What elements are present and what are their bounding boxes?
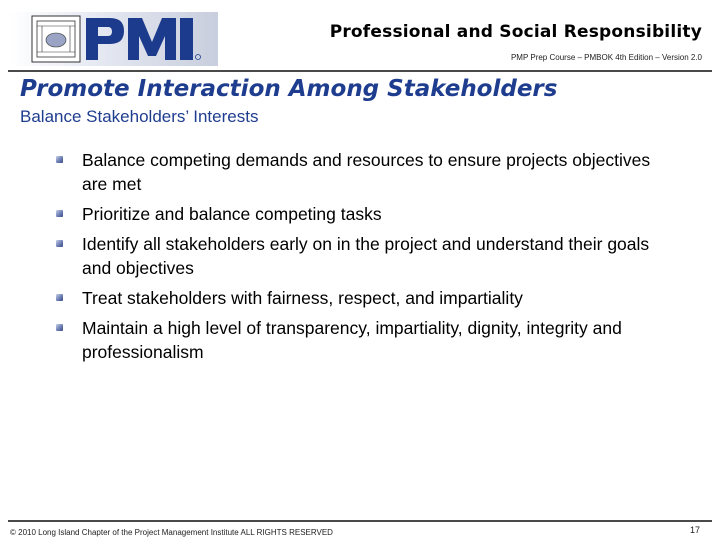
bullet-item [56,316,676,364]
copyright-footer: © 2010 Long Island Chapter of the Project Management Institute ALL RIGHTS RESERVED [10,528,333,537]
bullet-square-icon [56,294,63,301]
bullet-text: Prioritize and balance competing tasks [82,204,382,224]
bullet-text: Balance competing demands and resources to ensure projects objectives are met [82,150,651,194]
bullet-square-icon [56,156,63,163]
course-header-title: Professional and Social Responsibility [329,22,702,42]
bullet-text: Maintain a high level of transparency, impartiality, dignity, integrity and professionalism [82,318,622,362]
pmi-logo [10,12,218,66]
slide-title: Promote Interaction Among Stakeholders [20,76,558,102]
bullet-square-icon [56,240,63,247]
bullet-text: Identify all stakeholders early on in the project and understand their goals and objectives [82,234,650,278]
bullet-square-icon [56,324,63,331]
header-divider [8,70,712,72]
slide-subtitle: Balance Stakeholders’ Interests [20,107,259,126]
bullet-text: Treat stakeholders with fairness, respect, and impartiality [82,288,523,308]
page-number: 17 [689,525,700,535]
footer-divider [8,520,712,522]
bullet-square-icon [56,210,63,217]
bullet-item [56,148,676,196]
bullet-item [56,232,676,280]
bullet-item [56,286,676,310]
bullet-item [56,202,676,226]
bullet-list [56,148,676,370]
pmi-logo-graphic [10,12,218,66]
course-header-subtitle: PMP Prep Course – PMBOK 4th Edition – Version 2.0 [510,53,702,62]
